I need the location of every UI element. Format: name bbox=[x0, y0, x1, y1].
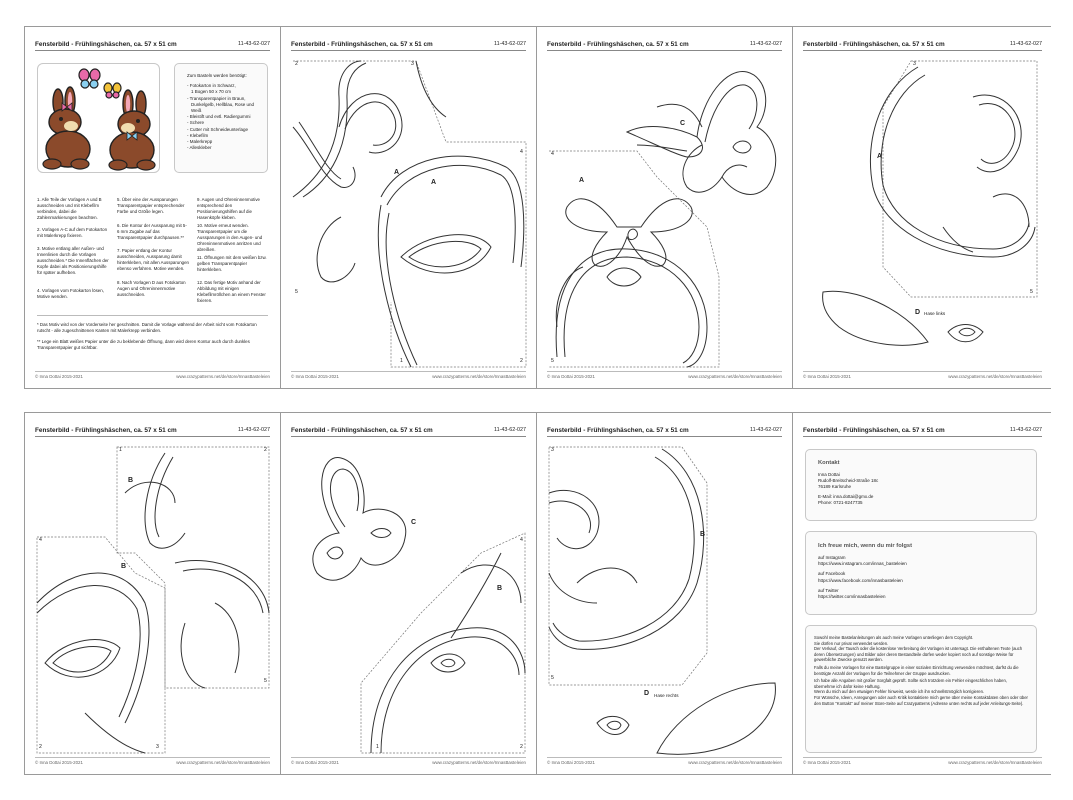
materials-item: - Bleistift und evtl. Radiergummi bbox=[187, 114, 251, 120]
step: 5. Über eine der Aussparungen Transparentpapier entsprechender Farbe und Größe legen. bbox=[117, 197, 185, 214]
page-number: 4 bbox=[520, 149, 523, 155]
footer-url: www.crazypatterns.net/de/store/InnasBasteleien bbox=[948, 760, 1042, 765]
footer-url: www.crazypatterns.net/de/store/InnasBasteleien bbox=[688, 374, 782, 379]
footer-url: www.crazypatterns.net/de/store/InnasBasteleien bbox=[176, 374, 270, 379]
template-label-a: A bbox=[579, 177, 585, 184]
template-outline-a1 bbox=[281, 27, 537, 390]
materials-item: - Malerkrepp bbox=[187, 139, 213, 145]
step: 7. Papier entlang der Kontur ausschneiden, Aussparung damit hinterkleben, mit allen Aussparungen ebenso verfahren. Motive wenden. bbox=[117, 248, 190, 271]
contact-phone: Phone: 0721-8247735 bbox=[818, 499, 863, 505]
template-label-b: B bbox=[128, 477, 134, 484]
step: 6. Die Kontur der Aussparung mit 5-6 mm Zugabe auf das Transparentpapier durchpausen.** bbox=[117, 223, 187, 240]
contact-line: Rudolf-Breitscheid-Straße 18c bbox=[818, 478, 879, 484]
step: 11. Öffnungen mit dem weißen bzw. gelben Transparentpapier hinterkleben. bbox=[197, 255, 267, 272]
page-number: 4 bbox=[39, 537, 42, 543]
finished-motif-image bbox=[37, 63, 160, 173]
page-footer bbox=[291, 757, 526, 766]
page-title: Fensterbild - Frühlingshäschen, ca. 57 x 51 cm bbox=[803, 427, 945, 434]
page-number: 1 bbox=[376, 744, 379, 750]
footer-url: www.crazypatterns.net/de/store/InnasBasteleien bbox=[432, 760, 526, 765]
article-code: 11-43-62-027 bbox=[1010, 41, 1042, 47]
copyright-paragraph: Der Verkauf, der Tausch oder die kostenlose Verbreitung der Vorlagen ist untersagt. Die enthaltenen Texte (auch deren Übersetzungen) und Bilder oder deren Bestandteile dürfen weder kopiert noch auf sonstige Weise für gewerbliche Zwecke genutzt werden. bbox=[814, 646, 1023, 663]
page-footer bbox=[35, 371, 270, 380]
template-label-b: B bbox=[497, 585, 503, 592]
bottom-sheet bbox=[24, 412, 1051, 775]
page-footer bbox=[547, 371, 782, 380]
copyright-paragraph: Sie dürfen nur privat verwendet werden. bbox=[814, 640, 889, 646]
footer-url: www.crazypatterns.net/de/store/InnasBasteleien bbox=[688, 760, 782, 765]
page-title: Fensterbild - Frühlingshäschen, ca. 57 x 51 cm bbox=[547, 41, 689, 48]
template-label-a: A bbox=[877, 153, 883, 160]
footer-copyright: © Inna Dottai 2015-2021 bbox=[547, 760, 595, 765]
footer-copyright: © Inna Dottai 2015-2021 bbox=[291, 760, 339, 765]
follow-label-facebook: auf Facebook bbox=[818, 571, 846, 577]
page-number: 1 bbox=[119, 447, 122, 453]
article-code: 11-43-62-027 bbox=[238, 427, 270, 433]
template-label-a: A bbox=[394, 169, 400, 176]
footer-copyright: © Inna Dottai 2015-2021 bbox=[35, 374, 83, 379]
template-label-d: D bbox=[915, 309, 921, 316]
page-footer bbox=[803, 757, 1042, 766]
step: 9. Augen und Ohreninnenmotive entsprechend den Positionierungshilfen auf die Hasenköpfe kleben. bbox=[197, 197, 260, 220]
materials-item: - Alleskleber bbox=[187, 145, 212, 151]
page-number: 2 bbox=[520, 358, 523, 364]
template-outline-b2 bbox=[281, 413, 537, 776]
page-footer bbox=[35, 757, 270, 766]
page-title: Fensterbild - Frühlingshäschen, ca. 57 x 51 cm bbox=[35, 41, 177, 48]
contact-line: Inna Dottai bbox=[818, 472, 840, 477]
footer-url: www.crazypatterns.net/de/store/InnasBasteleien bbox=[432, 374, 526, 379]
article-code: 11-43-62-027 bbox=[750, 427, 782, 433]
page-title: Fensterbild - Frühlingshäschen, ca. 57 x 51 cm bbox=[803, 41, 945, 48]
copyright-paragraph: Ich habe alle Angaben mit großer Sorgfalt geprüft. Sollte sich trotzdem ein Fehler eingeschlichen haben, übernehme ich dafür keine Haftung. bbox=[814, 678, 1007, 689]
footer-copyright: © Inna Dottai 2015-2021 bbox=[547, 374, 595, 379]
note: * Das Motiv wird von der Vorderseite her geschnitten. Damit die Vorlage während der Arbeit nicht vom Fotokarton rutscht - alle zugeschnittenen Kanten mit Malerkrepp verbinden. bbox=[37, 322, 257, 333]
contact-title: Kontakt bbox=[818, 460, 840, 466]
copyright-paragraph: Sowohl meine Bastelanleitungen als auch meine Vorlagen unterliegen dem Copyright. bbox=[814, 635, 974, 640]
follow-title: Ich freue mich, wenn du mir folgst bbox=[818, 543, 913, 549]
page-title: Fensterbild - Frühlingshäschen, ca. 57 x 51 cm bbox=[291, 427, 433, 434]
page-footer bbox=[547, 757, 782, 766]
page-number: 5 bbox=[295, 289, 298, 295]
footer-url: www.crazypatterns.net/de/store/InnasBasteleien bbox=[176, 760, 270, 765]
page-number: 3 bbox=[913, 61, 916, 67]
page-header bbox=[803, 427, 1042, 437]
butterfly-pink bbox=[79, 69, 100, 88]
page-number: 2 bbox=[295, 61, 298, 67]
step: 4. Vorlagen vom Fotokarton lösen, Motive wenden. bbox=[37, 288, 104, 299]
caption-hase-rechts: Hase rechts bbox=[654, 693, 679, 698]
caption-hase-links: Hase links bbox=[924, 311, 946, 316]
step: 10. Motive erneut wenden. Transparentpapier um die Aussparungen in den Augen- und Ohreninnenmotiven anritzen und abreißen. bbox=[197, 223, 263, 252]
facebook-link[interactable]: https://www.facebook.com/innasbasteleien bbox=[818, 577, 903, 583]
page-footer bbox=[803, 371, 1042, 380]
bunny-right bbox=[109, 90, 155, 170]
page-template-b3 bbox=[537, 413, 793, 774]
page-header bbox=[35, 41, 270, 51]
page-title: Fensterbild - Frühlingshäschen, ca. 57 x 51 cm bbox=[291, 41, 433, 48]
article-code: 11-43-62-027 bbox=[494, 427, 526, 433]
page-template-b2 bbox=[281, 413, 537, 774]
template-label-d: D bbox=[644, 690, 650, 697]
copyright-paragraph: Falls du meine Vorlagen für eine Bastelgruppe in einer sozialen Einrichtung verwenden möchtest, darfst du die benötigte Anzahl der Vorlagen für die Teilnehmer der Gruppe ausdrucken. bbox=[814, 664, 1019, 676]
materials-item: Dunkelgelb, Hellblau, Rose und bbox=[191, 101, 255, 107]
footer-copyright: © Inna Dottai 2015-2021 bbox=[35, 760, 83, 765]
template-outline-a3 bbox=[793, 27, 1052, 390]
top-sheet bbox=[24, 26, 1051, 389]
follow-label-twitter: auf Twitter bbox=[818, 587, 839, 593]
page-footer bbox=[291, 371, 526, 380]
materials-item: - Schere bbox=[187, 120, 205, 126]
instagram-link[interactable]: https://www.instagram.com/innas_basteleien bbox=[818, 561, 907, 567]
article-code: 11-43-62-027 bbox=[1010, 427, 1042, 433]
template-outline-b3 bbox=[537, 413, 793, 776]
materials-item: - Cutter mit Schneideunterlage bbox=[187, 126, 249, 132]
page-number: 3 bbox=[411, 61, 414, 67]
materials-item: - Transparentpapier in Braun, bbox=[187, 95, 246, 101]
page-template-a1 bbox=[281, 27, 537, 388]
bunny-left bbox=[43, 87, 90, 169]
footer-url: www.crazypatterns.net/de/store/InnasBasteleien bbox=[948, 374, 1042, 379]
page-template-a2 bbox=[537, 27, 793, 388]
footer-copyright: © Inna Dottai 2015-2021 bbox=[291, 374, 339, 379]
materials-item: 1 Bogen 50 x 70 cm bbox=[191, 89, 232, 95]
page-number: 1 bbox=[400, 358, 403, 364]
page-number: 5 bbox=[1030, 289, 1033, 295]
materials-box bbox=[174, 63, 268, 173]
page-number: 5 bbox=[264, 678, 267, 684]
step: 1. Alle Teile der Vorlagen A und B ausschneiden und mit Klebefilm verbinden, dabei die Zahlenmarkierungen beachten. bbox=[37, 197, 102, 220]
page-number: 4 bbox=[551, 151, 554, 157]
template-outline-b1 bbox=[25, 413, 281, 776]
step: 12. Das fertige Motiv anhand der Abbildung mit einigen Klebefilmröllchen an einem Fenster fixieren. bbox=[197, 280, 266, 303]
article-code: 11-43-62-027 bbox=[494, 41, 526, 47]
materials-item: - Klebefilm bbox=[187, 132, 209, 138]
page-number: 3 bbox=[156, 744, 159, 750]
page-contact bbox=[793, 413, 1052, 774]
footer-copyright: © Inna Dottai 2015-2021 bbox=[803, 374, 851, 379]
page-instructions bbox=[25, 27, 281, 388]
page-number: 2 bbox=[39, 744, 42, 750]
materials-intro: Zum Basteln werden benötigt: bbox=[187, 73, 247, 78]
page-number: 2 bbox=[264, 447, 267, 453]
step: 2. Vorlagen A-C auf dem Fotokarton mit Malerkrepp fixieren. bbox=[37, 227, 108, 238]
contact-line: 76189 Karlsruhe bbox=[818, 484, 852, 490]
copyright-box bbox=[805, 625, 1037, 753]
template-label-b: B bbox=[700, 531, 706, 538]
page-template-a3 bbox=[793, 27, 1052, 388]
template-label-b: B bbox=[121, 563, 127, 570]
contact-email[interactable]: E-Mail: inna.dottai@gmx.de bbox=[818, 493, 874, 499]
page-number: 3 bbox=[551, 447, 554, 453]
page-title: Fensterbild - Frühlingshäschen, ca. 57 x 51 cm bbox=[547, 427, 689, 434]
butterfly-yellow bbox=[104, 83, 121, 98]
copyright-paragraph: Für Wünsche, Ideen, Anregungen oder auch Kritik kontaktiere mich gerne über meine Kontaktdaten oben oder über den Button "Kontakt" auf meiner Store-Seite auf Crazypatterns (Adresse unten rechts auf jeder Anleitungs-Seite). bbox=[814, 694, 1028, 706]
page-number: 4 bbox=[520, 537, 523, 543]
step: 3. Motive entlang aller Außen- und Innenlinien durch die Vorlagen ausschneiden.* Die Innenflächen der Kopfe dabei als Positionierungshilfe für später aufheben. bbox=[37, 246, 109, 275]
page-title: Fensterbild - Frühlingshäschen, ca. 57 x 51 cm bbox=[35, 427, 177, 434]
note: ** Lege ein Blatt weißes Papier unter die zu beklebende Öffnung, dann wird deren Kontur auch durch dunkles Transparentpapier gut sichtbar. bbox=[37, 339, 250, 350]
article-code: 11-43-62-027 bbox=[238, 41, 270, 47]
page-template-b1 bbox=[25, 413, 281, 774]
notes-divider bbox=[37, 315, 268, 316]
template-label-c: C bbox=[680, 120, 686, 127]
article-code: 11-43-62-027 bbox=[750, 41, 782, 47]
twitter-link[interactable]: https://twitter.com/innasbasteleien bbox=[818, 594, 886, 600]
materials-item: Weiß bbox=[191, 108, 202, 114]
footer-copyright: © Inna Dottai 2015-2021 bbox=[803, 760, 851, 765]
materials-item: - Fotokarton in Schwarz, bbox=[187, 83, 236, 89]
page-number: 5 bbox=[551, 675, 554, 681]
template-label-a: A bbox=[431, 179, 437, 186]
step: 8. Nach Vorlagen D aus Fotokarton Augen und Ohreninnenmotive ausschneiden. bbox=[117, 280, 186, 297]
contact-box bbox=[805, 449, 1037, 521]
follow-label-instagram: auf Instagram bbox=[818, 555, 846, 560]
template-outline-a2 bbox=[537, 27, 793, 390]
follow-box bbox=[805, 531, 1037, 615]
template-label-c: C bbox=[411, 519, 417, 526]
page-number: 2 bbox=[520, 744, 523, 750]
copyright-paragraph: Wenn du mich auf den etwaigen Fehler hinweist, werde ich ihn schnellstmöglich korrigieren. bbox=[814, 689, 985, 695]
page-number: 5 bbox=[551, 358, 554, 364]
